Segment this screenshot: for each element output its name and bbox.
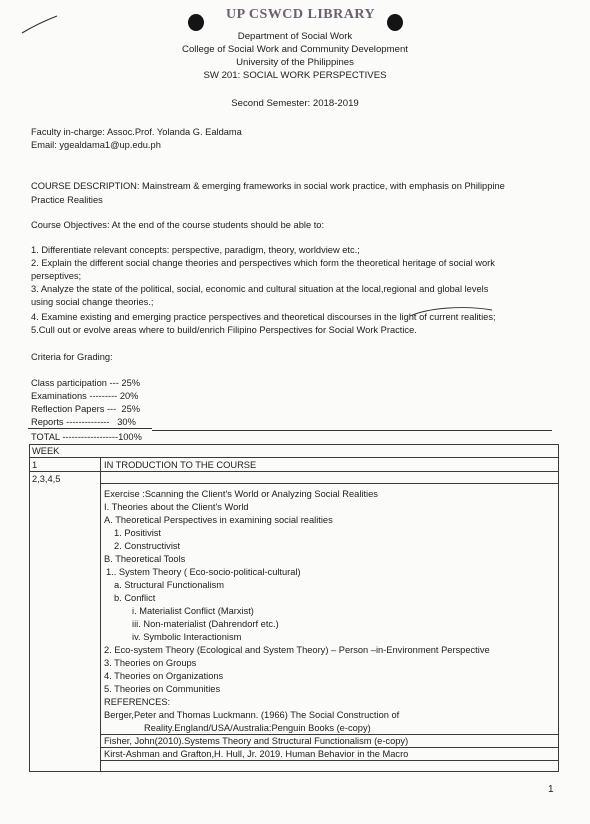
stamp-dot-right-icon	[387, 14, 403, 31]
grading-total: TOTAL ------------------100%	[31, 432, 142, 442]
topic-line: B. Theoretical Tools	[104, 554, 186, 564]
reference-line: Reality.England/USA/Australia:Penguin Books (e-copy)	[144, 723, 371, 733]
college-line: College of Social Work and Community Development	[182, 44, 408, 55]
table-column-divider	[100, 457, 101, 772]
page-number: 1	[548, 784, 554, 795]
grading-row: Reflection Papers --- 25%	[31, 404, 141, 414]
university-line: University of the Philippines	[236, 57, 354, 68]
topic-line: i. Materialist Conflict (Marxist)	[132, 606, 254, 616]
faculty-line: Faculty in-charge: Assoc.Prof. Yolanda G. Ealdama	[31, 127, 242, 137]
objective-line: 2. Explain the different social change theories and perspectives which form the theoretical heritage of social work	[31, 258, 495, 268]
week-2-5-label: 2,3,4,5	[32, 474, 61, 484]
objective-line: 5.Cull out or evolve areas where to build/enrich Filipino Perspectives for Social Work Practice.	[31, 325, 417, 335]
grading-divider	[28, 428, 152, 429]
department-line: Department of Social Work	[237, 31, 353, 42]
topic-line: iii. Non-materialist (Dahrendorf etc.)	[132, 619, 279, 629]
course-description-line-1: COURSE DESCRIPTION: Mainstream & emerging frameworks in social work practice, with emphasis on Philippine	[31, 181, 505, 191]
reference-line: Kirst-Ashman and Grafton,H. Hull, Jr. 2019. Human Behavior in the Macro	[104, 749, 409, 759]
topic-line: 4. Theories on Organizations	[104, 671, 224, 681]
stamp-dot-left-icon	[188, 14, 204, 31]
grading-row: Class participation --- 25%	[31, 378, 141, 388]
objective-line: 4. Examine existing and emerging practice perspectives and theoretical discourses in the light of current realities;	[31, 312, 496, 322]
topic-line: I. Theories about the Client's World	[104, 502, 249, 512]
topic-line: iv. Symbolic Interactionism	[132, 632, 242, 642]
course-description-line-2: Practice Realities	[31, 195, 103, 205]
schedule-table	[29, 444, 559, 772]
reference-divider	[100, 734, 559, 735]
table-border	[29, 444, 30, 772]
objective-line: perseptives;	[31, 271, 82, 281]
objective-line: 3. Analyze the state of the political, social, economic and cultural situation at the local,regional and global levels	[31, 284, 489, 294]
topic-line: 2. Eco-system Theory (Ecological and System Theory) – Person –in-Environment Perspective	[104, 645, 490, 655]
topic-line: 5. Theories on Communities	[104, 684, 221, 694]
objective-line: using social change theories.;	[31, 297, 154, 307]
handwritten-underline-icon	[408, 304, 494, 318]
page-rule	[152, 430, 552, 431]
faculty-email: Email: ygealdama1@up.edu.ph	[31, 140, 161, 150]
course-title: SW 201: SOCIAL WORK PERSPECTIVES	[203, 70, 387, 81]
topic-line: 1. Positivist	[114, 528, 162, 538]
semester-line: Second Semester: 2018-2019	[231, 98, 359, 109]
week-1-topic: IN TRODUCTION TO THE COURSE	[104, 460, 257, 470]
reference-line: Fisher, John(2010).Systems Theory and Structural Functionalism (e-copy)	[104, 736, 409, 746]
grading-title: Criteria for Grading:	[31, 352, 113, 362]
table-border	[29, 444, 559, 445]
objective-line: 1. Differentiate relevant concepts: perspective, paradigm, theory, worldview etc.;	[31, 245, 360, 255]
table-header-week: WEEK	[32, 446, 60, 456]
topic-line: b. Conflict	[114, 593, 156, 603]
library-stamp: UP CSWCD LIBRARY	[226, 7, 376, 22]
topic-line: a. Structural Functionalism	[114, 580, 225, 590]
topic-line: 1.. System Theory ( Eco-socio-political-cultural)	[106, 567, 301, 577]
topic-line: A. Theoretical Perspectives in examining social realities	[104, 515, 333, 525]
table-row-divider	[29, 457, 559, 458]
objectives-intro: Course Objectives: At the end of the course students should be able to:	[31, 220, 325, 230]
reference-divider	[100, 747, 559, 748]
topic-line: 3. Theories on Groups	[104, 658, 197, 668]
table-row-divider	[29, 471, 559, 472]
reference-divider	[100, 760, 559, 761]
references-heading: REFERENCES:	[104, 697, 171, 707]
table-border	[558, 444, 559, 772]
grading-row: Examinations --------- 20%	[31, 391, 139, 401]
topic-line: Exercise :Scanning the Client's World or Analyzing Social Realities	[104, 489, 378, 499]
topic-line: 2. Constructivist	[114, 541, 181, 551]
grading-row: Reports -------------- 30%	[31, 417, 136, 427]
table-border	[29, 771, 559, 772]
week-1-label: 1	[32, 460, 38, 470]
reference-line: Berger,Peter and Thomas Luckmann. (1966) The Social Construction of	[104, 710, 400, 720]
table-row-divider	[100, 483, 559, 484]
